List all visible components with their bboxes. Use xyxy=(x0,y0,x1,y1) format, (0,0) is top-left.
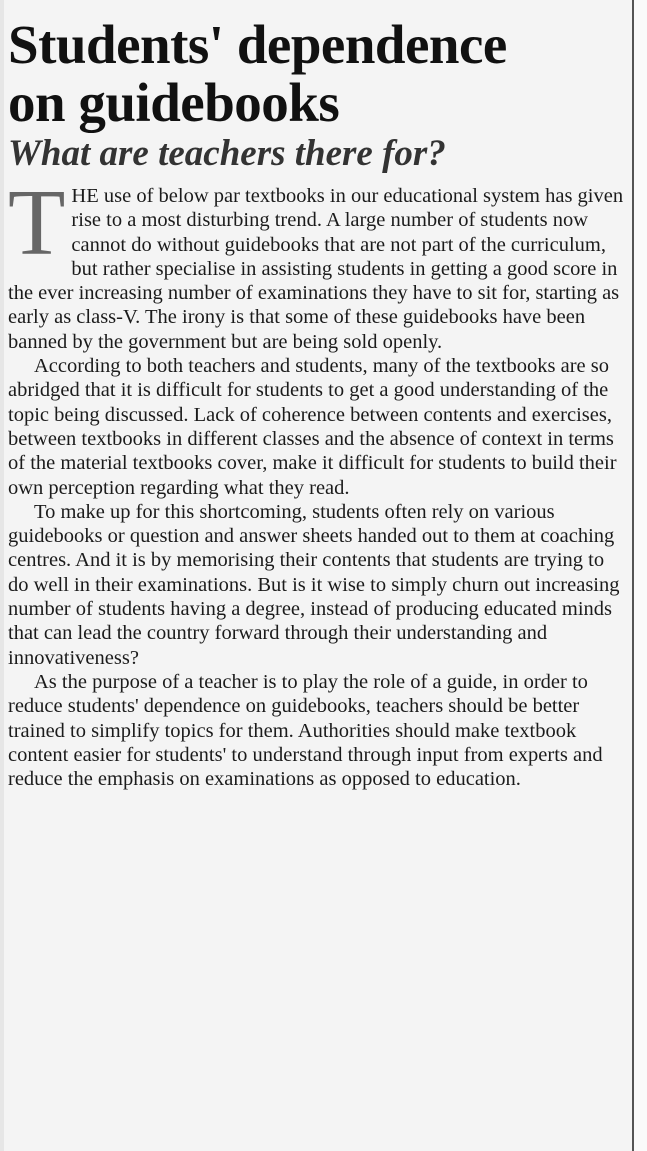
paragraph-2: According to both teachers and students, many of the textbooks are so abridged that it is difficult for students to get a good understanding of the topic being discussed. Lack of coherence between contents and exercises, between textbooks in different classes and the absence of context in terms of the material textbooks cover, make it difficult for students to build their own perception regarding what they read. xyxy=(8,355,617,499)
subheadline: What are teachers there for? xyxy=(8,133,446,174)
drop-cap: T xyxy=(8,184,66,275)
article xyxy=(8,16,626,791)
headline xyxy=(8,16,626,132)
paragraph-4: As the purpose of a teacher is to play the role of a guide, in order to reduce students' dependence on guidebooks, teachers should be better trained to simplify topics for them. Authorities should make textbook content easier for students' to understand through input from experts and reduce the emphasis on examinations as opposed to education. xyxy=(8,670,603,791)
page-left-edge xyxy=(0,0,4,1151)
paragraph-3: To make up for this shortcoming, students often rely on various guidebooks or question and answer sheets handed out to them at coaching centres. And it is by memorising their contents that students are trying to do well in their examinations. But is it wise to simply churn out increasing number of students having a degree, instead of producing educated minds that can lead the country forward through their understanding and innovativeness? xyxy=(8,500,620,669)
paragraph-1 xyxy=(8,184,626,354)
article-body xyxy=(8,184,626,791)
paragraph-1-text: HE use of below par textbooks in our educational system has given rise to a most disturbing trend. A large number of students now cannot do without guidebooks that are not part of the curriculum, but rather specialise in assisting students in getting a good score in the ever increasing number of examinations they have to sit for, starting as early as class-V. The irony is that some of these guidebooks have been banned by the government but are being sold openly. xyxy=(8,185,624,353)
headline-line-1: Students' dependence xyxy=(8,14,507,75)
right-margin xyxy=(634,0,647,1151)
headline-line-2: on guidebooks xyxy=(8,72,340,133)
